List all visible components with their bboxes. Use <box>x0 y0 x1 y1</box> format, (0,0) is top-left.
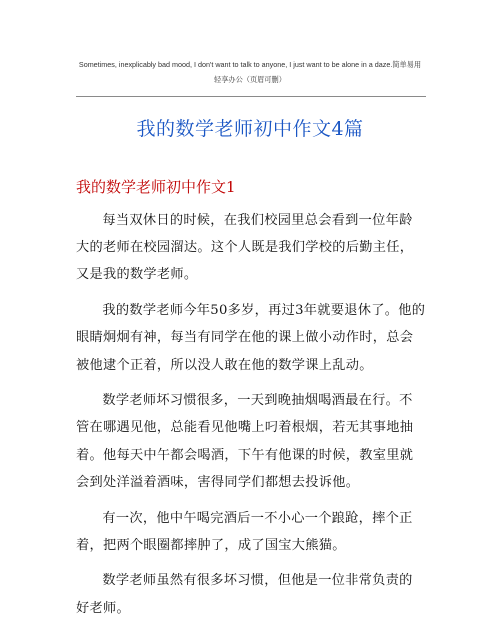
paragraph: 每当双休日的时候，在我们校园里总会看到一位年龄大的老师在校园溜达。这个人既是我们学校的后勤主任，又是我的数学老师。 <box>76 213 414 283</box>
paragraph: 数学老师虽然有很多坏习惯，但他是一位非常负责的好老师。 <box>76 573 413 616</box>
document-body <box>76 207 426 630</box>
page-header-subtext: 轻享办公（页眉可删） <box>214 75 286 84</box>
document-title: 我的数学老师初中作文4篇 <box>136 118 364 140</box>
paragraph: 我的数学老师今年50多岁，再过3年就要退休了。他的眼睛炯炯有神，每当有同学在他的课上做小动作时，总会被他逮个正着，所以没人敢在他的数学课上乱动。 <box>76 303 426 373</box>
header-divider <box>76 96 426 97</box>
page-header-text: Sometimes, inexplicably bad mood, I don't want to talk to anyone, I just want to be alone in a daze.简单易用 <box>78 60 422 69</box>
paragraph: 数学老师坏习惯很多，一天到晚抽烟喝酒最在行。不管在哪遇见他，总能看见他嘴上叼着根烟，若无其事地抽着。他每天中午都会喝酒，下午有他课的时候，教室里就会到处洋溢着酒味，害得同学们都想去投诉他。 <box>76 393 414 490</box>
paragraph: 有一次，他中午喝完酒后一不小心一个踉跄，摔个正着，把两个眼圈都摔肿了，成了国宝大熊猫。 <box>76 510 413 553</box>
section-heading: 我的数学老师初中作文1 <box>76 178 236 196</box>
